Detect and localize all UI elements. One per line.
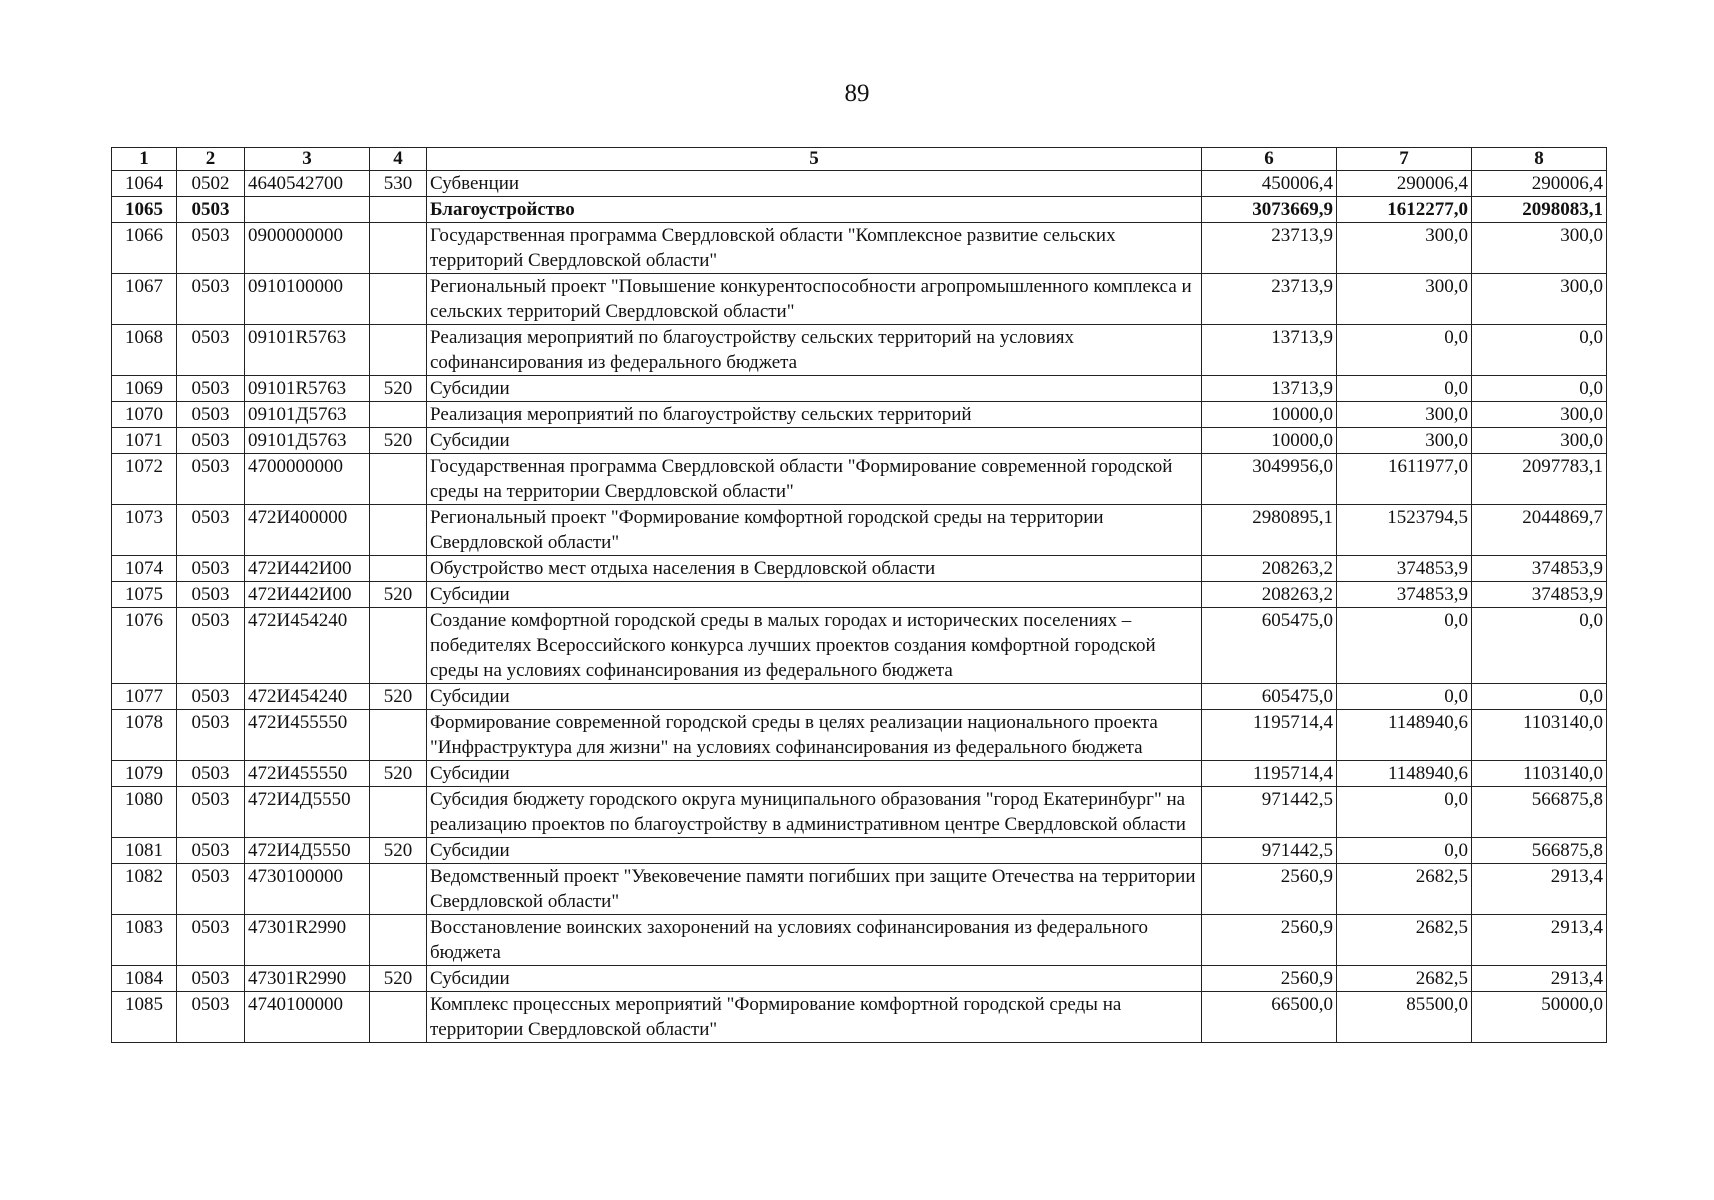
expense-type-cell bbox=[370, 402, 427, 428]
header-row bbox=[112, 148, 1607, 171]
item-name-cell: Субсидии bbox=[427, 582, 1202, 608]
amount-col8-cell: 2913,4 bbox=[1472, 966, 1607, 992]
target-code-cell: 09101R5763 bbox=[245, 376, 370, 402]
table-row bbox=[112, 761, 1607, 787]
item-name-cell: Восстановление воинских захоронений на условиях софинансирования из федерального бюджета bbox=[427, 915, 1202, 966]
row-number-cell: 1076 bbox=[112, 608, 177, 684]
amount-col8-cell: 0,0 bbox=[1472, 376, 1607, 402]
amount-col7-cell: 0,0 bbox=[1337, 838, 1472, 864]
amount-col8-cell: 566875,8 bbox=[1472, 787, 1607, 838]
section-code-cell: 0503 bbox=[177, 556, 245, 582]
target-code-cell: 472И4Д5550 bbox=[245, 787, 370, 838]
amount-col6-cell: 13713,9 bbox=[1202, 376, 1337, 402]
amount-col6-cell: 2560,9 bbox=[1202, 966, 1337, 992]
item-name-cell: Субсидии bbox=[427, 428, 1202, 454]
row-number-cell: 1074 bbox=[112, 556, 177, 582]
row-number-cell: 1082 bbox=[112, 864, 177, 915]
item-name-cell: Обустройство мест отдыха населения в Свердловской области bbox=[427, 556, 1202, 582]
amount-col7-cell: 0,0 bbox=[1337, 684, 1472, 710]
amount-col8-cell: 290006,4 bbox=[1472, 171, 1607, 197]
amount-col8-cell: 374853,9 bbox=[1472, 556, 1607, 582]
amount-col7-cell: 0,0 bbox=[1337, 608, 1472, 684]
row-number-cell: 1083 bbox=[112, 915, 177, 966]
expense-type-cell bbox=[370, 325, 427, 376]
row-number-cell: 1071 bbox=[112, 428, 177, 454]
amount-col6-cell: 2560,9 bbox=[1202, 864, 1337, 915]
table-row bbox=[112, 608, 1607, 684]
expense-type-cell bbox=[370, 556, 427, 582]
row-number-cell: 1075 bbox=[112, 582, 177, 608]
amount-col6-cell: 23713,9 bbox=[1202, 274, 1337, 325]
item-name-cell: Формирование современной городской среды в целях реализации национального проекта "Инфраструктура для жизни" на условиях софинансирования из федерального бюджета bbox=[427, 710, 1202, 761]
item-name-cell: Государственная программа Свердловской области "Комплексное развитие сельских территорий Свердловской области" bbox=[427, 223, 1202, 274]
amount-col6-cell: 10000,0 bbox=[1202, 428, 1337, 454]
row-number-cell: 1072 bbox=[112, 454, 177, 505]
row-number-cell: 1067 bbox=[112, 274, 177, 325]
amount-col8-cell: 1103140,0 bbox=[1472, 761, 1607, 787]
amount-col6-cell: 2980895,1 bbox=[1202, 505, 1337, 556]
table-row bbox=[112, 428, 1607, 454]
table-row bbox=[112, 684, 1607, 710]
target-code-cell: 472И442И00 bbox=[245, 556, 370, 582]
section-code-cell: 0503 bbox=[177, 787, 245, 838]
table-row bbox=[112, 505, 1607, 556]
amount-col6-cell: 23713,9 bbox=[1202, 223, 1337, 274]
section-code-cell: 0503 bbox=[177, 966, 245, 992]
row-number-cell: 1069 bbox=[112, 376, 177, 402]
target-code-cell: 472И400000 bbox=[245, 505, 370, 556]
amount-col6-cell: 208263,2 bbox=[1202, 556, 1337, 582]
item-name-cell: Благоустройство bbox=[427, 197, 1202, 223]
amount-col8-cell: 0,0 bbox=[1472, 608, 1607, 684]
header-cell: 1 bbox=[112, 148, 177, 171]
row-number-cell: 1081 bbox=[112, 838, 177, 864]
expense-type-cell bbox=[370, 223, 427, 274]
target-code-cell: 47301R2990 bbox=[245, 966, 370, 992]
target-code-cell: 09101R5763 bbox=[245, 325, 370, 376]
header-cell: 5 bbox=[427, 148, 1202, 171]
section-code-cell: 0503 bbox=[177, 992, 245, 1043]
item-name-cell: Субсидия бюджету городского округа муниципального образования "город Екатеринбург" на реализацию проектов по благоустройству в административном центре Свердловской области bbox=[427, 787, 1202, 838]
target-code-cell: 0900000000 bbox=[245, 223, 370, 274]
expense-type-cell: 520 bbox=[370, 966, 427, 992]
row-number-cell: 1085 bbox=[112, 992, 177, 1043]
item-name-cell: Государственная программа Свердловской области "Формирование современной городской среды на территории Свердловской области" bbox=[427, 454, 1202, 505]
row-number-cell: 1068 bbox=[112, 325, 177, 376]
target-code-cell bbox=[245, 197, 370, 223]
item-name-cell: Реализация мероприятий по благоустройству сельских территорий bbox=[427, 402, 1202, 428]
amount-col6-cell: 971442,5 bbox=[1202, 838, 1337, 864]
amount-col6-cell: 605475,0 bbox=[1202, 684, 1337, 710]
expense-type-cell: 520 bbox=[370, 838, 427, 864]
section-code-cell: 0503 bbox=[177, 454, 245, 505]
table-row bbox=[112, 915, 1607, 966]
amount-col8-cell: 300,0 bbox=[1472, 223, 1607, 274]
row-number-cell: 1064 bbox=[112, 171, 177, 197]
amount-col7-cell: 300,0 bbox=[1337, 274, 1472, 325]
expense-type-cell: 520 bbox=[370, 428, 427, 454]
amount-col6-cell: 3049956,0 bbox=[1202, 454, 1337, 505]
section-code-cell: 0503 bbox=[177, 864, 245, 915]
section-code-cell: 0503 bbox=[177, 608, 245, 684]
item-name-cell: Комплекс процессных мероприятий "Формирование комфортной городской среды на территории Свердловской области" bbox=[427, 992, 1202, 1043]
table-row bbox=[112, 710, 1607, 761]
amount-col7-cell: 1148940,6 bbox=[1337, 761, 1472, 787]
expense-type-cell: 520 bbox=[370, 582, 427, 608]
amount-col8-cell: 2097783,1 bbox=[1472, 454, 1607, 505]
target-code-cell: 472И455550 bbox=[245, 761, 370, 787]
amount-col8-cell: 50000,0 bbox=[1472, 992, 1607, 1043]
amount-col8-cell: 2913,4 bbox=[1472, 864, 1607, 915]
item-name-cell: Создание комфортной городской среды в малых городах и исторических поселениях – победителях Всероссийского конкурса лучших проектов создания комфортной городской среды на условиях софинансирования из федерального бюджета bbox=[427, 608, 1202, 684]
expense-type-cell bbox=[370, 864, 427, 915]
amount-col8-cell: 566875,8 bbox=[1472, 838, 1607, 864]
header-cell: 3 bbox=[245, 148, 370, 171]
target-code-cell: 0910100000 bbox=[245, 274, 370, 325]
target-code-cell: 09101Д5763 bbox=[245, 428, 370, 454]
expense-type-cell: 520 bbox=[370, 761, 427, 787]
page-number: 89 bbox=[844, 80, 870, 107]
table-row bbox=[112, 274, 1607, 325]
amount-col8-cell: 1103140,0 bbox=[1472, 710, 1607, 761]
target-code-cell: 472И454240 bbox=[245, 608, 370, 684]
amount-col7-cell: 0,0 bbox=[1337, 787, 1472, 838]
amount-col6-cell: 1195714,4 bbox=[1202, 710, 1337, 761]
section-code-cell: 0503 bbox=[177, 684, 245, 710]
section-code-cell: 0503 bbox=[177, 505, 245, 556]
amount-col7-cell: 300,0 bbox=[1337, 402, 1472, 428]
item-name-cell: Субсидии bbox=[427, 838, 1202, 864]
amount-col6-cell: 208263,2 bbox=[1202, 582, 1337, 608]
amount-col6-cell: 10000,0 bbox=[1202, 402, 1337, 428]
item-name-cell: Региональный проект "Повышение конкурентоспособности агропромышленного комплекса и сельских территорий Свердловской области" bbox=[427, 274, 1202, 325]
table-row bbox=[112, 556, 1607, 582]
section-code-cell: 0503 bbox=[177, 761, 245, 787]
section-code-cell: 0503 bbox=[177, 197, 245, 223]
amount-col7-cell: 1611977,0 bbox=[1337, 454, 1472, 505]
section-code-cell: 0503 bbox=[177, 915, 245, 966]
amount-col6-cell: 13713,9 bbox=[1202, 325, 1337, 376]
expense-type-cell bbox=[370, 710, 427, 761]
header-cell: 7 bbox=[1337, 148, 1472, 171]
target-code-cell: 09101Д5763 bbox=[245, 402, 370, 428]
target-code-cell: 472И454240 bbox=[245, 684, 370, 710]
header-cell: 8 bbox=[1472, 148, 1607, 171]
expense-type-cell bbox=[370, 608, 427, 684]
section-code-cell: 0503 bbox=[177, 274, 245, 325]
table-row bbox=[112, 376, 1607, 402]
expense-type-cell bbox=[370, 787, 427, 838]
table-row bbox=[112, 582, 1607, 608]
item-name-cell: Субсидии bbox=[427, 761, 1202, 787]
table-row bbox=[112, 223, 1607, 274]
row-number-cell: 1066 bbox=[112, 223, 177, 274]
amount-col7-cell: 300,0 bbox=[1337, 223, 1472, 274]
section-code-cell: 0503 bbox=[177, 582, 245, 608]
target-code-cell: 472И4Д5550 bbox=[245, 838, 370, 864]
expense-type-cell bbox=[370, 505, 427, 556]
section-code-cell: 0503 bbox=[177, 325, 245, 376]
amount-col8-cell: 2098083,1 bbox=[1472, 197, 1607, 223]
row-number-cell: 1079 bbox=[112, 761, 177, 787]
amount-col7-cell: 0,0 bbox=[1337, 325, 1472, 376]
amount-col7-cell: 300,0 bbox=[1337, 428, 1472, 454]
amount-col8-cell: 2913,4 bbox=[1472, 915, 1607, 966]
header-cell: 4 bbox=[370, 148, 427, 171]
target-code-cell: 4700000000 bbox=[245, 454, 370, 505]
section-code-cell: 0502 bbox=[177, 171, 245, 197]
expense-type-cell bbox=[370, 274, 427, 325]
table-row bbox=[112, 966, 1607, 992]
amount-col8-cell: 300,0 bbox=[1472, 274, 1607, 325]
expense-type-cell: 520 bbox=[370, 376, 427, 402]
section-code-cell: 0503 bbox=[177, 402, 245, 428]
header-cell: 2 bbox=[177, 148, 245, 171]
amount-col8-cell: 0,0 bbox=[1472, 325, 1607, 376]
item-name-cell: Субсидии bbox=[427, 966, 1202, 992]
table-row bbox=[112, 402, 1607, 428]
amount-col6-cell: 450006,4 bbox=[1202, 171, 1337, 197]
amount-col6-cell: 3073669,9 bbox=[1202, 197, 1337, 223]
target-code-cell: 47301R2990 bbox=[245, 915, 370, 966]
row-number-cell: 1070 bbox=[112, 402, 177, 428]
row-number-cell: 1065 bbox=[112, 197, 177, 223]
amount-col7-cell: 1612277,0 bbox=[1337, 197, 1472, 223]
table-row bbox=[112, 787, 1607, 838]
target-code-cell: 472И442И00 bbox=[245, 582, 370, 608]
amount-col7-cell: 85500,0 bbox=[1337, 992, 1472, 1043]
table-row bbox=[112, 325, 1607, 376]
item-name-cell: Субсидии bbox=[427, 376, 1202, 402]
amount-col7-cell: 2682,5 bbox=[1337, 915, 1472, 966]
amount-col6-cell: 2560,9 bbox=[1202, 915, 1337, 966]
section-code-cell: 0503 bbox=[177, 838, 245, 864]
amount-col6-cell: 1195714,4 bbox=[1202, 761, 1337, 787]
expense-type-cell bbox=[370, 454, 427, 505]
amount-col7-cell: 2682,5 bbox=[1337, 966, 1472, 992]
section-code-cell: 0503 bbox=[177, 223, 245, 274]
item-name-cell: Ведомственный проект "Увековечение памяти погибших при защите Отечества на территории Свердловской области" bbox=[427, 864, 1202, 915]
amount-col6-cell: 605475,0 bbox=[1202, 608, 1337, 684]
section-code-cell: 0503 bbox=[177, 428, 245, 454]
table-row bbox=[112, 197, 1607, 223]
amount-col6-cell: 971442,5 bbox=[1202, 787, 1337, 838]
amount-col8-cell: 2044869,7 bbox=[1472, 505, 1607, 556]
amount-col7-cell: 2682,5 bbox=[1337, 864, 1472, 915]
expense-type-cell bbox=[370, 915, 427, 966]
row-number-cell: 1084 bbox=[112, 966, 177, 992]
amount-col8-cell: 374853,9 bbox=[1472, 582, 1607, 608]
row-number-cell: 1077 bbox=[112, 684, 177, 710]
table-row bbox=[112, 454, 1607, 505]
section-code-cell: 0503 bbox=[177, 376, 245, 402]
item-name-cell: Субвенции bbox=[427, 171, 1202, 197]
item-name-cell: Реализация мероприятий по благоустройству сельских территорий на условиях софинансирования из федерального бюджета bbox=[427, 325, 1202, 376]
expense-type-cell: 530 bbox=[370, 171, 427, 197]
table-row bbox=[112, 864, 1607, 915]
expense-type-cell bbox=[370, 992, 427, 1043]
row-number-cell: 1080 bbox=[112, 787, 177, 838]
amount-col7-cell: 1523794,5 bbox=[1337, 505, 1472, 556]
header-cell: 6 bbox=[1202, 148, 1337, 171]
target-code-cell: 472И455550 bbox=[245, 710, 370, 761]
amount-col7-cell: 290006,4 bbox=[1337, 171, 1472, 197]
amount-col8-cell: 300,0 bbox=[1472, 402, 1607, 428]
amount-col6-cell: 66500,0 bbox=[1202, 992, 1337, 1043]
table-row bbox=[112, 992, 1607, 1043]
target-code-cell: 4740100000 bbox=[245, 992, 370, 1043]
amount-col7-cell: 374853,9 bbox=[1337, 556, 1472, 582]
table-row bbox=[112, 838, 1607, 864]
row-number-cell: 1073 bbox=[112, 505, 177, 556]
amount-col8-cell: 0,0 bbox=[1472, 684, 1607, 710]
amount-col7-cell: 374853,9 bbox=[1337, 582, 1472, 608]
section-code-cell: 0503 bbox=[177, 710, 245, 761]
target-code-cell: 4640542700 bbox=[245, 171, 370, 197]
amount-col8-cell: 300,0 bbox=[1472, 428, 1607, 454]
amount-col7-cell: 1148940,6 bbox=[1337, 710, 1472, 761]
item-name-cell: Субсидии bbox=[427, 684, 1202, 710]
target-code-cell: 4730100000 bbox=[245, 864, 370, 915]
table-row bbox=[112, 171, 1607, 197]
item-name-cell: Региональный проект "Формирование комфортной городской среды на территории Свердловской области" bbox=[427, 505, 1202, 556]
row-number-cell: 1078 bbox=[112, 710, 177, 761]
amount-col7-cell: 0,0 bbox=[1337, 376, 1472, 402]
expense-type-cell: 520 bbox=[370, 684, 427, 710]
budget-table bbox=[111, 147, 1607, 1043]
expense-type-cell bbox=[370, 197, 427, 223]
